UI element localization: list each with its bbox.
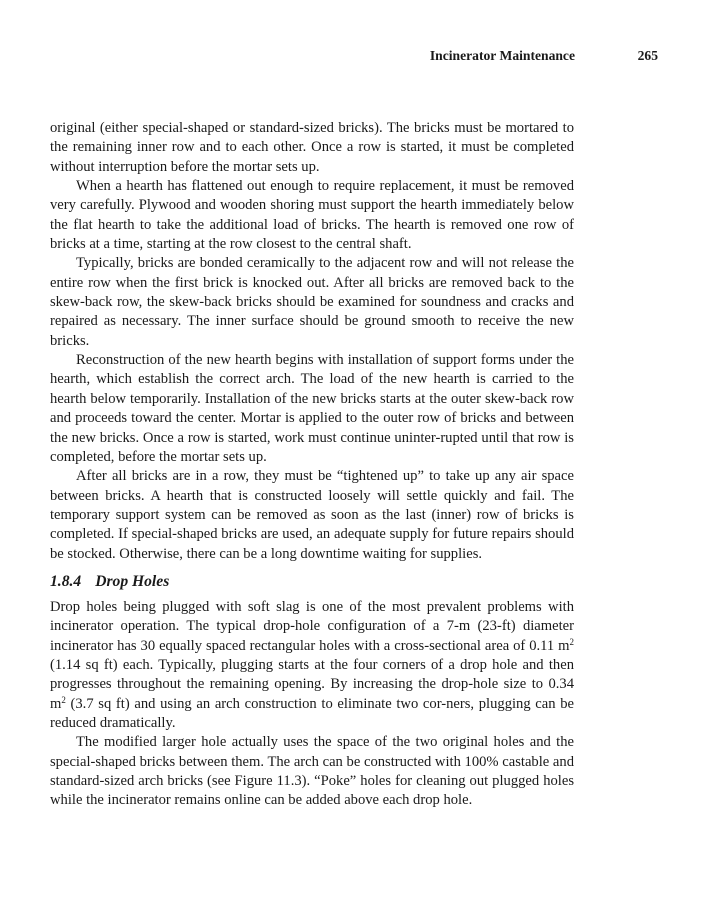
- paragraph: Reconstruction of the new hearth begins with installation of support forms under the hearth, which establish the correct arch. The load of the new hearth is carried to the hearth below temporarily. Installation of the new bricks starts at the outer skew-back row and proceeds toward the center. Mortar is applied to the outer row of bricks and between the new bricks. Once a row is started, work must continue uninter-rupted until that row is completed, before the mortar sets up.: [50, 352, 574, 465]
- superscript: 2: [569, 636, 574, 647]
- section-number: 1.8.4: [50, 572, 82, 590]
- text-run: (3.7 sq ft) and using an arch construction to eliminate two cor-ners, plugging can be reduced dramatically.: [50, 695, 574, 731]
- running-header: [50, 48, 658, 68]
- paragraph: [50, 598, 574, 733]
- text-run: Drop holes being plugged with soft slag is one of the most prevalent problems with incinerator operation. The typical drop-hole configuration of a 7-m (23-ft) diameter incinerator has 30 equally spaced rectangular holes with a cross-sectional area of 0.11 m: [50, 598, 574, 654]
- superscript: 2: [61, 694, 66, 705]
- running-head-title: Incinerator Maintenance: [429, 48, 575, 63]
- paragraph: Typically, bricks are bonded ceramically to the adjacent row and will not release the entire row when the first brick is knocked out. After all bricks are removed back to the skew-back row, the skew-back bricks should be examined for soundness and cracks and repaired as necessary. The inner surface should be ground smooth to receive the new bricks.: [50, 255, 574, 349]
- section-heading: [50, 572, 574, 592]
- paragraph: The modified larger hole actually uses the space of the two original holes and the special-shaped bricks between them. The arch can be constructed with 100% castable and standard-sized arch bricks (see Figure 11.3). “Poke” holes for cleaning out plugged holes while the incinerator remains online can be added above each drop hole.: [50, 734, 574, 809]
- paragraph: When a hearth has flattened out enough to require replacement, it must be removed very carefully. Plywood and wooden shoring must support the hearth immediately below the flat hearth to take the additional load of bricks. The hearth is removed one row of bricks at a time, starting at the row closest to the central shaft.: [50, 178, 574, 253]
- text-run: (1.14 sq ft) each. Typically, plugging starts at the four corners of a drop hole and then progresses throughout the remaining opening. By increasing the drop-hole size to 0.34 m: [50, 656, 574, 712]
- page-number: 265: [637, 48, 658, 63]
- paragraph: After all bricks are in a row, they must be “tightened up” to take up any air space between bricks. A hearth that is constructed loosely will settle quickly and fail. The temporary support system can be removed as soon as the last (inner) row of bricks is completed. If special-shaped bricks are used, an adequate supply for future repairs should be stocked. Otherwise, there can be a long downtime waiting for supplies.: [50, 468, 574, 562]
- body-text: [50, 119, 574, 811]
- section-title: Drop Holes: [95, 572, 170, 590]
- paragraph: original (either special-shaped or standard-sized bricks). The bricks must be mortared to the remaining inner row and to each other. Once a row is started, it must be completed without interruption before the mortar sets up.: [50, 120, 574, 175]
